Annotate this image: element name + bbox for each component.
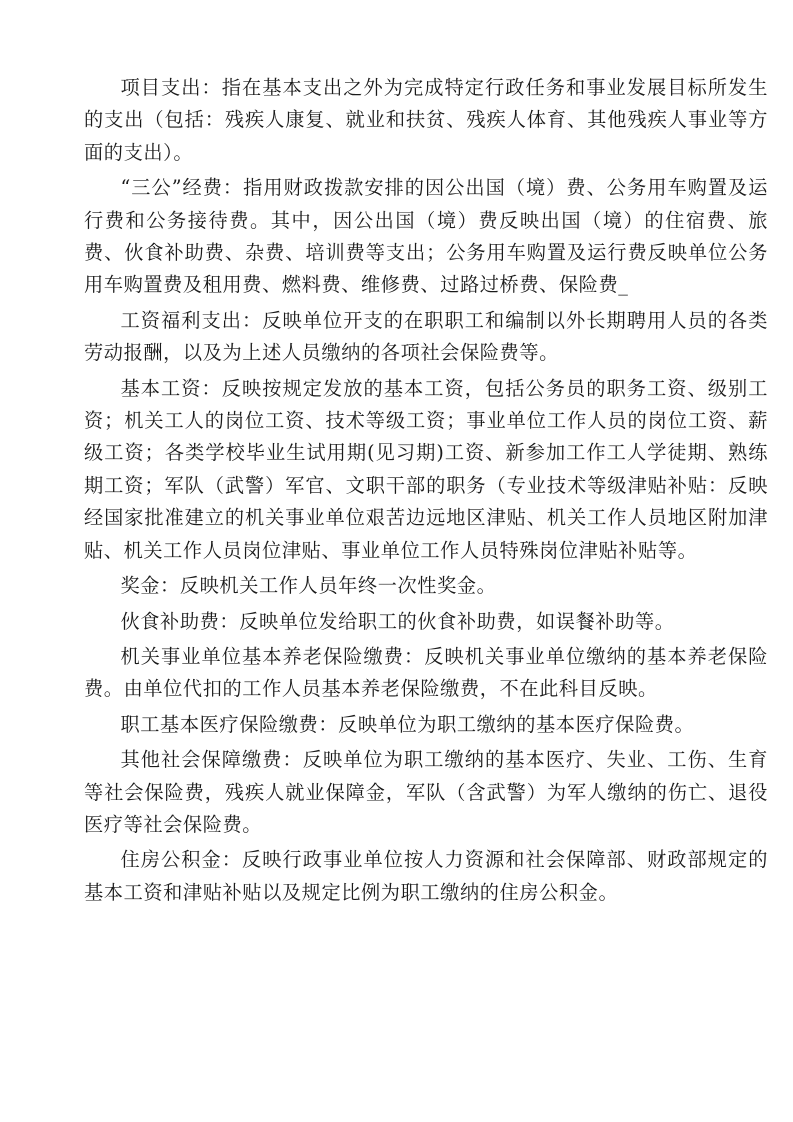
paragraph-pension-insurance: 机关事业单位基本养老保险缴费：反映机关事业单位缴纳的基本养老保险费。由单位代扣的工作人员基本养老保险缴费，不在此科目反映。 — [84, 644, 768, 701]
paragraph-wage-welfare-expenditure: 工资福利支出：反映单位开支的在职职工和编制以外长期聘用人员的各类劳动报酬，以及为上述人员缴纳的各项社会保险费等。 — [84, 308, 768, 365]
paragraph-bonus: 奖金：反映机关工作人员年终一次性奖金。 — [120, 574, 497, 598]
paragraph-other-social-security: 其他社会保障缴费：反映单位为职工缴纳的基本医疗、失业、工伤、生育等社会保险费，残疾人就业保障金，军队（含武警）为军人缴纳的伤亡、退役医疗等社会保险费。 — [84, 748, 768, 836]
paragraph-medical-insurance: 职工基本医疗保险缴费：反映单位为职工缴纳的基本医疗保险费。 — [120, 712, 695, 736]
paragraph-housing-fund: 住房公积金：反映行政事业单位按人力资源和社会保障部、财政部规定的基本工资和津贴补贴以及规定比例为职工缴纳的住房公积金。 — [84, 848, 768, 904]
paragraph-three-public-expenses: “三公”经费：指用财政拨款安排的因公出国（境）费、公务用车购置及运行费和公务接待费。其中，因公出国（境）费反映出国（境）的住宿费、旅费、伙食补助费、杂费、培训费等支出；公务用车购置及运行费反映单位公务用车购置费及租用费、燃料费、维修费、过路过桥费、保险费_ — [84, 176, 768, 297]
paragraph-meal-allowance: 伙食补助费：反映单位发给职工的伙食补助费，如误餐补助等。 — [120, 609, 675, 633]
document-body — [84, 72, 768, 912]
paragraph-basic-wage: 基本工资：反映按规定发放的基本工资，包括公务员的职务工资、级别工资；机关工人的岗位工资、技术等级工资；事业单位工作人员的岗位工资、薪级工资；各类学校毕业生试用期(见习期)工资、新参加工作工人学徒期、熟练期工资；军队（武警）军官、文职干部的职务（专业技术等级津贴补贴：反映经国家批准建立的机关事业单位艰苦边远地区津贴、机关工作人员地区附加津贴、机关工作人员岗位津贴、事业单位工作人员特殊岗位津贴补贴等。 — [84, 376, 768, 562]
paragraph-project-expenditure: 项目支出：指在基本支出之外为完成特定行政任务和事业发展目标所发生的支出（包括：残疾人康复、就业和扶贫、残疾人体育、其他残疾人事业等方面的支出）。 — [84, 76, 768, 164]
